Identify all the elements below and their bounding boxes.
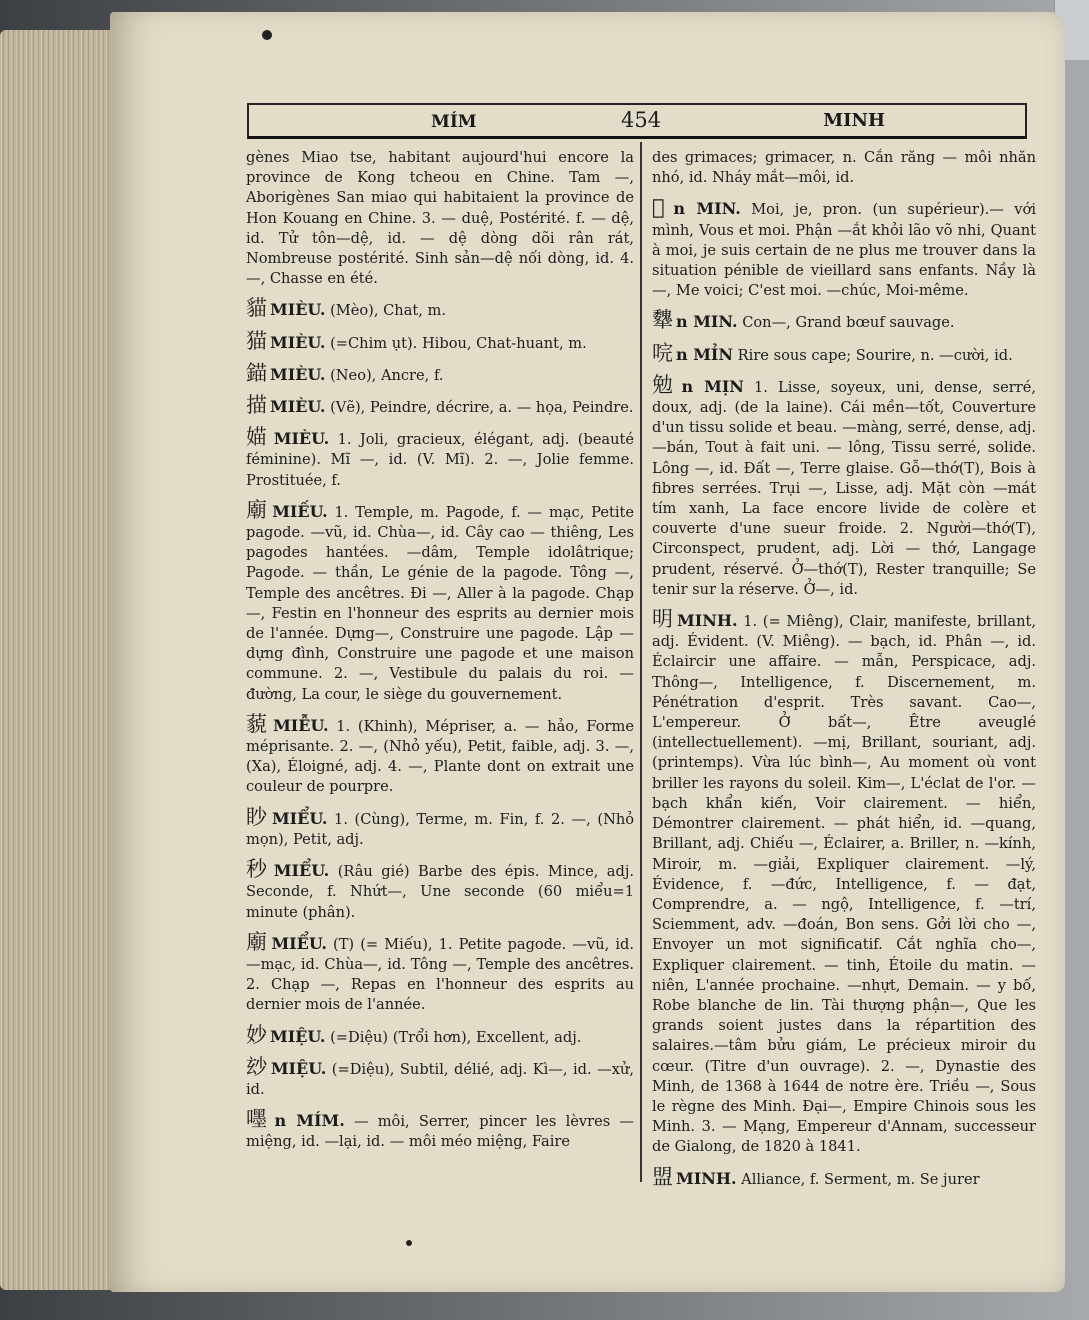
dictionary-entry — [652, 197, 1036, 301]
entry-text: Alliance, f. Serment, m. Se jurer — [741, 1170, 980, 1188]
dictionary-entry — [652, 310, 1036, 333]
dictionary-entry — [246, 711, 634, 798]
hanzi-glyph: 廟 — [246, 497, 270, 522]
dictionary-entry — [246, 1054, 634, 1100]
entry-text: (=Chim ụt). Hibou, Chat-huant, m. — [330, 334, 587, 352]
dictionary-entry — [246, 360, 634, 386]
entry-text: des grimaces; grimacer, n. Cắn răng — môi nhăn nhó, id. Nháy mắt—môi, id. — [652, 149, 1036, 187]
hanzi-glyph: 勉 — [652, 372, 679, 397]
entry-text: (Râu gié) Barbe des épis. Mince, adj. Seconde, f. Nhứt—, Une seconde (60 miểu=1 minute (phân). — [246, 863, 635, 921]
entry-headword: MIÈU. — [270, 300, 326, 320]
dictionary-entry — [246, 395, 634, 418]
entry-text: 1. Lisse, soyeux, uni, dense, serré, doux, adj. (de la laine). Cái mền—tốt, Couverture d'un tissu solide et beau. —màng, serré, dense, adj.—bán, Tout à fait uni. — lông, Tissu serré, solide. Lông —, id. Đất —, Terre glaise. Gỗ—thớ(T), Bois à fibres serrées. Trụi —, Lisse, adj. Mặt còn —mát tím xanh, La face encore livide de colère et couverte d'une sueur froide. 2. Người—thớ(T), Circonspect, prudent, adj. Lời — thớ, Langage prudent, réservé. Ở—thớ(T), Rester tranquille; Se tenir sur la réserve. Ở—, id. — [652, 378, 1036, 598]
book-page-edges — [0, 30, 120, 1290]
entry-headword: MIỆU. — [270, 1058, 327, 1078]
page-number: 454 — [621, 108, 662, 132]
hanzi-glyph: 猫 — [246, 328, 267, 353]
hanzi-glyph: 眇 — [246, 804, 269, 829]
entry-text: 1. (= Miêng), Clair, manifeste, brillant, adj. Évident. (V. Miêng). — bạch, id. Phân —, id. Éclaircir une affaire. — mẫn, Perspicace, adj. Thông—, Intelligence, f. Discernement, m. Pénétration d'esprit. Très savant. Cao—, L'empereur. Ở bất—, Être aveuglé (intellectuellement). —mị, Brillant, souriant, adj. (printemps). Vừa lúc bình—, Au moment où vont briller les rayons du soleil. Kim—, L'éclat de l'or. — bạch khẩn kiến, Voir clairement. — hiển, Démontrer clairement. — phát hiển, id. —quang, Brillant, adj. Chiếu —, Éclairer, a. Briller, n. —kính, Miroir, m. —giải, Expliquer clairement. —lý, Évidence, f. —đức, Intelligence, f. — đạt, Comprendre, a. — ngộ, Intelligence, f. —trí, Sciemment, adv. —đoán, Bon sens. Gởi lời cho —, Envoyer un mot significatif. Cắt nghĩa cho—, Expliquer clairement. — tinh, Étoile du matin. —niên, L'année prochaine. —nhựt, Demain. — y bố, Robe blanche de lin. Tài thượng phận—, Que les grands soient justes dans la répartition des salaires.—tâm bửu giám, Le précieux miroir du cœur. (Titre d'un ouvrage). 2. —, Dynastie des Minh, de 1368 à 1644 de notre ère. Triều —, Sous le règne des Minh. Đại—, Empire Chinois sous les Minh. 3. — Mạng, Empereur d'Annam, successeur de Gialong, de 1820 à 1841. — [652, 613, 1037, 1156]
dictionary-entry — [246, 804, 635, 850]
hanzi-glyph: 明 — [652, 607, 675, 632]
entry-headword: MINH. — [677, 611, 738, 631]
entry-headword: n MIN. — [676, 312, 738, 332]
hanzi-glyph: 藐 — [246, 711, 271, 736]
header-right-word: MINH — [823, 110, 885, 131]
entry-text: 1. Joli, gracieux, élégant, adj. (beauté féminine). Mĩ —, id. (V. Mĩ). 2. —, Jolie femme. Prostituée, f. — [246, 431, 635, 489]
dictionary-entry — [246, 328, 634, 354]
dictionary-entry — [246, 497, 635, 705]
entry-text: (=Diệu) (Trổi hơn), Excellent, adj. — [330, 1028, 582, 1046]
entry-headword: MIỂU. — [273, 861, 330, 881]
dictionary-entry — [652, 1164, 1036, 1190]
column-divider — [640, 142, 642, 1182]
dictionary-entry — [246, 1022, 634, 1048]
entry-headword: n MIN. — [673, 199, 741, 219]
entry-text: (Neo), Ancre, f. — [330, 366, 444, 384]
running-header — [247, 103, 1027, 139]
hanzi-glyph: 盟 — [652, 1164, 673, 1189]
entry-headword: MIÈU. — [273, 429, 330, 449]
entry-text: Rire sous cape; Sourire, n. —cười, id. — [737, 346, 1013, 364]
entry-headword: n MỊN — [681, 376, 744, 396]
hanzi-glyph: 描 — [246, 393, 267, 418]
ink-spot — [262, 30, 272, 40]
entry-headword: MIẾU. — [272, 501, 328, 521]
entry-headword: MIÈU. — [270, 397, 326, 417]
entry-text: (T) (= Miếu), 1. Petite pagode. —vũ, id. —mạc, id. Chùa—, id. Tông —, Temple des ancêtres. 2. Chạp —, Repas en l'honneur des esprits au dernier mois de l'année. — [246, 935, 635, 1014]
entry-headword: MIỄU. — [273, 715, 329, 735]
dictionary-entry — [652, 609, 1036, 1157]
ink-spot — [406, 1240, 412, 1246]
entry-headword: MIÈU. — [270, 364, 326, 384]
entry-headword: MIỂU. — [271, 808, 328, 828]
entry-headword: n MỈN — [676, 344, 734, 364]
hanzi-glyph: 媌 — [246, 425, 271, 450]
dictionary-entry — [246, 859, 634, 923]
entry-headword: MIỆU. — [270, 1026, 326, 1046]
entry-text: (=Diệu), Subtil, délié, adj. Kì—, id. —xử, id. — [246, 1060, 634, 1098]
entry-headword: MIÈU. — [270, 332, 326, 352]
hanzi-glyph: 錨 — [246, 360, 267, 385]
hanzi-glyph: 貓 — [246, 296, 267, 321]
entry-text: gènes Miao tse, habitant aujourd'hui encore la province de Kong tcheou en Chine. Tam —, Aborigènes San miao qui habitaient la province de Hon Kouang en Chine. 3. — duệ, Postérité. f. — dệ, id. Tử tôn—dệ, id. — dệ dòng dõi rân rát, Nombreuse postérité. Sinh sản—dệ nối dòng, id. 4. —, Chasse en été. — [246, 149, 634, 288]
dictionary-entry — [246, 427, 634, 491]
entry-continuation — [652, 148, 1036, 188]
entry-continuation — [246, 148, 634, 289]
hanzi-glyph: 嚜 — [246, 1107, 272, 1132]
entry-text: Con—, Grand bœuf sauvage. — [742, 314, 955, 332]
hanzi-glyph: 秒 — [246, 857, 271, 882]
left-column — [246, 148, 634, 1162]
hanzi-glyph: 妙 — [246, 1022, 267, 1047]
entry-text: (Vẽ), Peindre, décrire, a. — họa, Peindre. — [330, 399, 634, 417]
hanzi-glyph: 犩 — [652, 308, 673, 333]
entry-text: 1. (Khinh), Mépriser, a. — hảo, Forme méprisante. 2. —, (Nhỏ yếu), Petit, faible, adj. 3. —, (Xa), Éloigné, adj. 4. —, Plante dont on extrait une couleur de pourpre. — [246, 717, 634, 796]
entry-text: 1. Temple, m. Pagode, f. — mạc, Petite pagode. —vũ, id. Chùa—, id. Cây cao — thiêng, Les pagodes hantées. —dâm, Temple idolâtrique; Pagode. — thần, Le génie de la pagode. Tông —, Temple des ancêtres. Đi —, Aller à la pagode. Chạp —, Festin en l'honneur des esprits au dernier mois de l'année. Dựng—, Construire une pagode. Lập — dựng đình, Construire une pagode et une maison commune. 2. —, Vestibule du palais du roi. — đường, La cour, le siège du gouvernement. — [246, 503, 635, 703]
hanzi-glyph: 𪸍 — [652, 195, 671, 220]
entry-headword: n MÍM. — [274, 1111, 345, 1131]
dictionary-entry — [246, 298, 634, 321]
entry-headword: MINH. — [676, 1168, 737, 1188]
dictionary-entry — [246, 1109, 634, 1152]
entry-text: 1. (Cùng), Terme, m. Fin, f. 2. —, (Nhỏ mọn), Petit, adj. — [246, 810, 635, 848]
entry-text: (Mèo), Chat, m. — [330, 302, 447, 320]
dictionary-entry — [652, 340, 1036, 366]
entry-text: Moi, je, pron. (un supérieur).— với mình, Vous et moi. Phận —ắt khỏi lão võ nhi, Quant à moi, je suis certain de ne plus me trouver dans la situation pénible de vieillard sans enfants. Nầy là—, Me voici; C'est moi. —chúc, Moi-même. — [652, 201, 1037, 300]
hanzi-glyph: 唍 — [652, 340, 673, 365]
hanzi-glyph: 玅 — [246, 1054, 268, 1079]
dictionary-entry — [246, 929, 635, 1016]
header-left-word: MÍM — [431, 112, 477, 132]
right-column — [652, 148, 1036, 1199]
dictionary-entry — [652, 372, 1036, 600]
entry-text: — môi, Serrer, pincer les lèvres —miệng, id. —lại, id. — môi méo miệng, Faire — [246, 1113, 635, 1151]
hanzi-glyph: 廟 — [246, 929, 269, 954]
entry-headword: MIỂU. — [271, 933, 327, 953]
